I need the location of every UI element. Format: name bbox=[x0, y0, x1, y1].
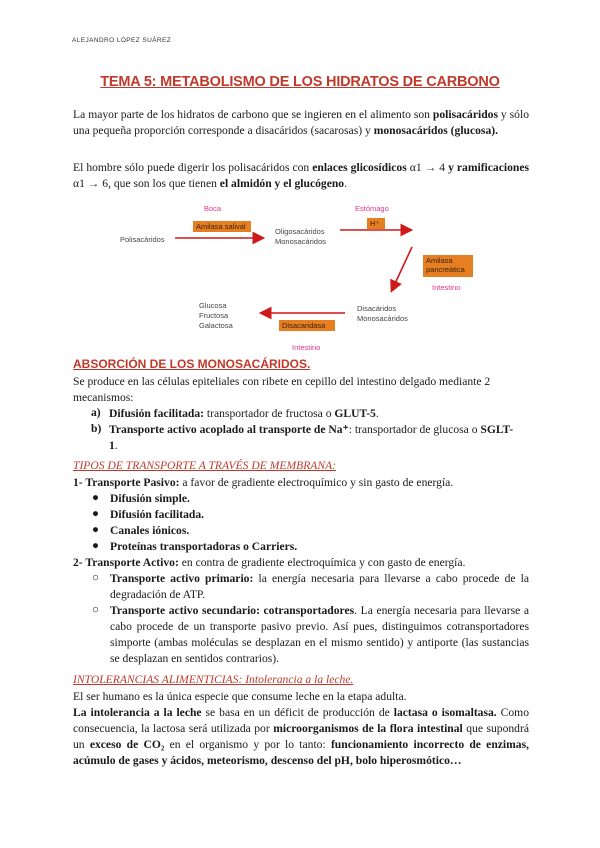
box-amilasa-pancreatica: Amilasa pancreática bbox=[423, 255, 473, 277]
bullet-item: Canales iónicos. bbox=[110, 524, 190, 537]
transporte-activo: 2- Transporte Activo: en contra de gradiente electroquímica y con gasto de energía. bbox=[73, 556, 466, 569]
absorcion-item-b: Transporte activo acoplado al transporte de Na⁺: transportador de glucosa o SGLT-1. bbox=[109, 423, 514, 452]
label-monosacaridos-1: Monosacáridos bbox=[275, 237, 326, 246]
bullet-dot: ● bbox=[92, 491, 100, 504]
intro-paragraph-1: La mayor parte de los hidratos de carbono que se ingieren en el alimento son polisacáridos y sólo una pequeña proporción corresponde a disacáridos (sacarosas) y monosacáridos (glucosa). bbox=[73, 108, 529, 137]
bullet-dot: ● bbox=[92, 507, 100, 520]
label-boca: Boca bbox=[204, 204, 222, 213]
label-fructosa: Fructosa bbox=[199, 311, 229, 320]
label-intestino-1: Intestino bbox=[432, 283, 461, 292]
heading-absorcion: ABSORCIÓN DE LOS MONOSACÁRIDOS. bbox=[73, 357, 311, 371]
label-disacaridos: Disacáridos bbox=[357, 304, 397, 313]
label-galactosa: Galactosa bbox=[199, 321, 233, 330]
circle-bullet: ○ bbox=[92, 571, 100, 584]
label-polisacaridos: Polisacáridos bbox=[120, 235, 165, 244]
list-marker-b: b) bbox=[91, 422, 102, 435]
box-h-plus: H⁺ bbox=[367, 218, 385, 229]
author-name: ALEJANDRO LÓPEZ SUÁREZ bbox=[72, 37, 172, 44]
absorcion-item-a: Difusión facilitada: transportador de fructosa o GLUT-5. bbox=[109, 407, 379, 420]
transporte-activo-secundario: Transporte activo secundario: cotransportadores. La energía necesaria para llevarse a cabo procede de un transporte pasivo previo. Así pues, distinguimos cotransportadores simporte (ambas moléculas se desplazan en el mismo sentido) y antiporte (las sustancias se desplazan en sentidos contrarios). bbox=[110, 604, 529, 665]
transporte-activo-primario: Transporte activo primario: la energía necesaria para llevarse a cabo procede de la degradación de ATP. bbox=[110, 572, 530, 601]
bullet-item: Difusión facilitada. bbox=[110, 508, 205, 521]
heading-intolerancias: INTOLERANCIAS ALIMENTICIAS: Intolerancia a la leche. bbox=[73, 673, 354, 686]
intolerancias-paragraph: La intolerancia a la leche se basa en un déficit de producción de lactasa o isomaltasa. Como consecuencia, la lactosa será utilizada por microorganismos de la flora intestinal que supondrá un exceso de CO₂ en el organismo y por lo tanto: funcionamiento incorrecto de enzimas, acúmulo de gases y ácidos, meteorismo, descenso del pH, bolo hiperosmótico… bbox=[73, 706, 530, 767]
list-marker-a: a) bbox=[91, 406, 101, 419]
bullet-dot: ● bbox=[92, 539, 100, 552]
digestion-diagram bbox=[0, 195, 600, 365]
intro-paragraph-2: El hombre sólo puede digerir los polisacáridos con enlaces glicosídicos α1 → 4 y ramificaciones α1 → 6, que son los que tienen el almidón y el glucógeno. bbox=[73, 161, 529, 190]
bullet-dot: ● bbox=[92, 523, 100, 536]
label-estomago: Estómago bbox=[355, 204, 389, 213]
diagram-arrows bbox=[0, 195, 600, 365]
intolerancias-line-1: El ser humano es la única especie que consume leche en la etapa adulta. bbox=[73, 690, 407, 703]
bullet-item: Proteínas transportadoras o Carriers. bbox=[110, 540, 298, 553]
absorcion-text: Se produce en las células epiteliales con ribete en cepillo del intestino delgado mediante 2 mecanismos: bbox=[73, 375, 491, 404]
box-amilasa-salival: Amilasa salival bbox=[193, 221, 251, 232]
arrow-intestino-down bbox=[392, 247, 412, 290]
label-intestino-2: Intestino bbox=[292, 343, 321, 352]
page-title: TEMA 5: METABOLISMO DE LOS HIDRATOS DE CARBONO bbox=[100, 74, 500, 90]
circle-bullet: ○ bbox=[92, 603, 100, 616]
label-glucosa: Glucosa bbox=[199, 301, 227, 310]
label-oligosacaridos: Oligosacáridos bbox=[275, 227, 325, 236]
bullet-item: Difusión simple. bbox=[110, 492, 190, 505]
heading-tipos-transporte: TIPOS DE TRANSPORTE A TRAVÉS DE MEMBRANA: bbox=[73, 459, 337, 472]
transporte-pasivo: 1- Transporte Pasivo: a favor de gradiente electroquímico y sin gasto de energía. bbox=[73, 476, 454, 489]
label-monosacaridos-2: Monosacáridos bbox=[357, 314, 408, 323]
box-disacaridasa: Disacaridasa bbox=[279, 320, 335, 331]
